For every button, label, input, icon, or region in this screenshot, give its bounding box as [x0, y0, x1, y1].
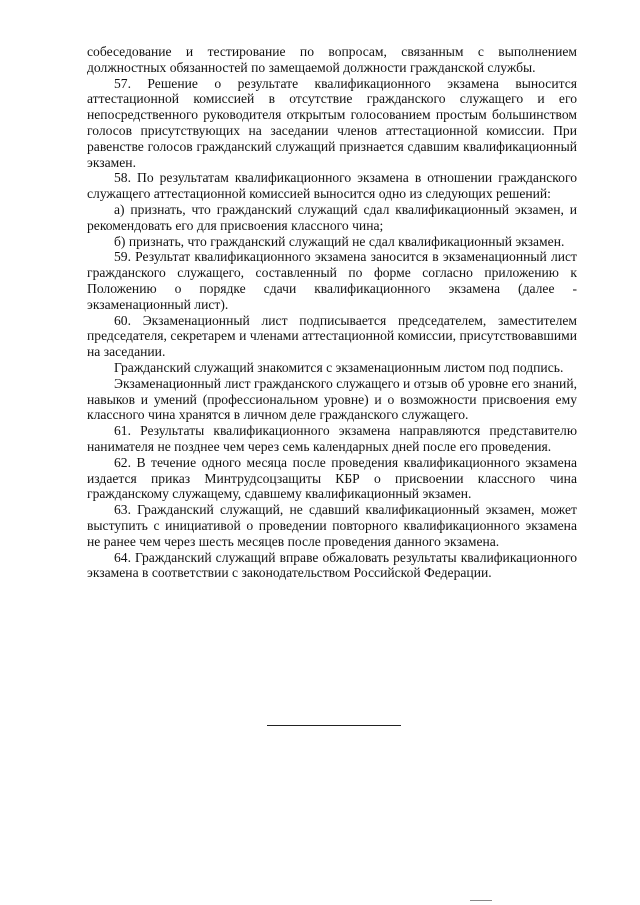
end-divider — [267, 725, 401, 726]
paragraph-63: 63. Гражданский служащий, не сдавший квалификационный экзамен, может выступить с инициативой о проведении повторного квалификационного экзамена не ранее чем через шесть месяцев после проведения данного экзамена. — [87, 502, 577, 549]
paragraph-58-option-a: а) признать, что гражданский служащий сдал квалификационный экзамен, и рекомендовать его для присвоения классного чина; — [87, 201, 577, 233]
paragraph-60-signature: Гражданский служащий знакомится с экзаменационным листом под подпись. — [114, 359, 564, 375]
paragraph-59: 59. Результат квалификационного экзамена заносится в экзаменационный лист гражданского служащего, составленный по форме согласно приложению к Положению о порядке сдачи квалификационного экзамена (далее - экзаменационный лист). — [87, 249, 577, 312]
scan-artifact — [470, 900, 492, 901]
paragraph-61: 61. Результаты квалификационного экзамена направляются представителю нанимателя не позднее чем через семь календарных дней после его проведения. — [87, 423, 577, 454]
paragraph-continuation: собеседование и тестирование по вопросам, связанным с выполнением должностных обязанностей по замещаемой должности гражданской службы. — [87, 44, 577, 75]
document-body — [87, 44, 577, 581]
paragraph-58-option-b: б) признать, что гражданский служащий не сдал квалификационный экзамен. — [114, 233, 565, 249]
paragraph-62: 62. В течение одного месяца после проведения квалификационного экзамена издается приказ Минтрудсоцзащиты КБР о присвоении классного чина гражданскому служащему, сдавшему квалификационный экзамен. — [87, 454, 577, 502]
paragraph-58: 58. По результатам квалификационного экзамена в отношении гражданского служащего аттестационной комиссией выносится одно из следующих решений: — [87, 170, 577, 202]
paragraph-60: 60. Экзаменационный лист подписывается председателем, заместителем председателя, секретарем и членами аттестационной комиссии, присутствовавшими на заседании. — [87, 312, 577, 360]
paragraph-60-storage: Экзаменационный лист гражданского служащего и отзыв об уровне его знаний, навыков и умений (профессиональном уровне) и о возможности присвоения ему классного чина хранятся в личном деле гражданского служащего. — [87, 375, 577, 423]
paragraph-57: 57. Решение о результате квалификационного экзамена выносится аттестационной комиссией в отсутствие гражданского служащего и его непосредственного руководителя открытым голосованием простым большинством голосов присутствующих на заседании членов аттестационной комиссии. При равенстве голосов гражданский служащий признается сдавшим квалификационный экзамен. — [87, 75, 577, 170]
paragraph-64: 64. Гражданский служащий вправе обжаловать результаты квалификационного экзамена в соответствии с законодательством Российской Федерации. — [87, 549, 577, 581]
